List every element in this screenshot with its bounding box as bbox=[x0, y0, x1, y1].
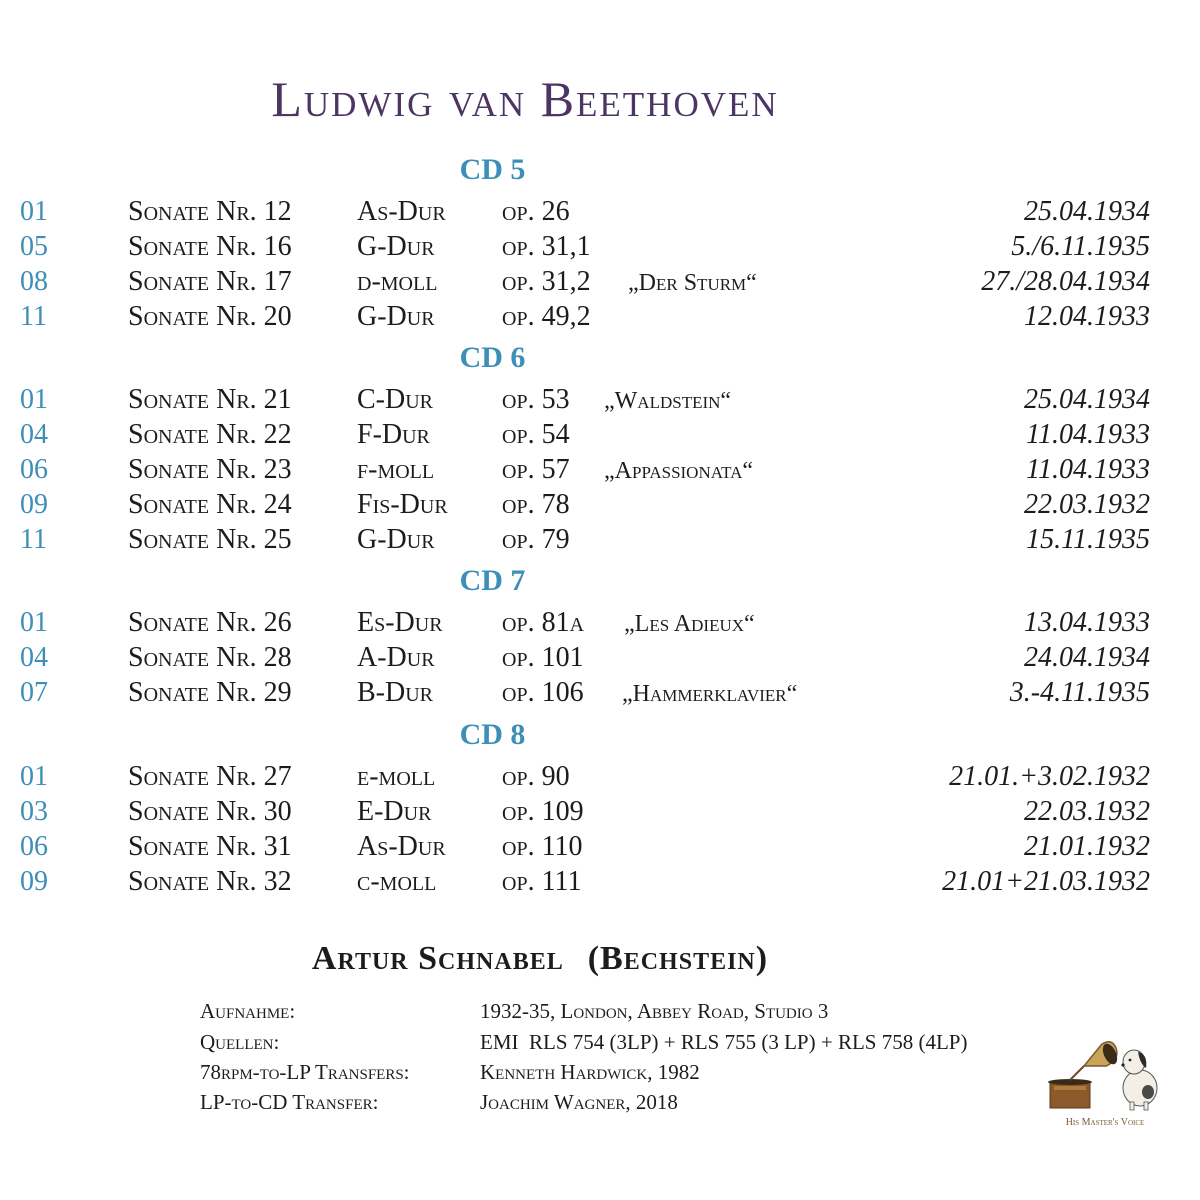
track-number: 06 bbox=[20, 454, 48, 485]
opus-number: op. 31,1 bbox=[502, 231, 591, 262]
credit-row bbox=[200, 1090, 1060, 1120]
track-row bbox=[20, 642, 1160, 676]
recording-date: 27./28.04.1934 bbox=[981, 266, 1150, 297]
sonata-title: Sonate Nr. 30 bbox=[128, 796, 292, 827]
credit-value: 1932-35, London, Abbey Road, Studio 3 bbox=[480, 999, 829, 1023]
track-row bbox=[20, 384, 1160, 418]
cd-heading: CD 8 bbox=[459, 718, 526, 751]
sonata-key: B-Dur bbox=[357, 677, 434, 708]
recording-date: 3.-4.11.1935 bbox=[1009, 677, 1150, 708]
sonata-title: Sonate Nr. 27 bbox=[128, 761, 292, 792]
track-row bbox=[20, 266, 1160, 300]
track-number: 11 bbox=[20, 524, 47, 555]
opus-number: op. 79 bbox=[502, 524, 570, 555]
sonata-key: C-Dur bbox=[357, 384, 434, 415]
track-number: 09 bbox=[20, 489, 48, 520]
track-row bbox=[20, 489, 1160, 523]
sonata-title: Sonate Nr. 26 bbox=[128, 607, 292, 638]
sonata-key: G-Dur bbox=[357, 301, 435, 332]
track-row bbox=[20, 454, 1160, 488]
sonata-nickname: „Les Adieux“ bbox=[624, 611, 755, 637]
recording-date: 21.01.1932 bbox=[1024, 831, 1150, 862]
sonata-key: As-Dur bbox=[357, 831, 446, 862]
sonata-key: F-Dur bbox=[357, 419, 430, 450]
sonata-title: Sonate Nr. 32 bbox=[128, 866, 292, 897]
credit-label: Quellen: bbox=[200, 1030, 280, 1054]
track-row bbox=[20, 831, 1160, 865]
opus-number: op. 78 bbox=[502, 489, 570, 520]
performer-line bbox=[0, 940, 1080, 978]
track-number: 08 bbox=[20, 266, 48, 297]
sonata-title: Sonate Nr. 31 bbox=[128, 831, 292, 862]
recording-date: 25.04.1934 bbox=[1024, 196, 1150, 227]
recording-date: 5./6.11.1935 bbox=[1011, 231, 1150, 262]
sonata-key: d-moll bbox=[357, 266, 438, 297]
opus-number: op. 54 bbox=[502, 419, 570, 450]
opus-number: op. 53 bbox=[502, 384, 570, 415]
credit-label: Aufnahme: bbox=[200, 999, 296, 1023]
track-number: 06 bbox=[20, 831, 48, 862]
sonata-title: Sonate Nr. 17 bbox=[128, 266, 292, 297]
recording-date: 21.01.+3.02.1932 bbox=[949, 761, 1150, 792]
recording-date: 25.04.1934 bbox=[1024, 384, 1150, 415]
track-row bbox=[20, 866, 1160, 900]
opus-number: op. 49,2 bbox=[502, 301, 591, 332]
track-row bbox=[20, 677, 1160, 711]
credit-value: Kenneth Hardwick, 1982 bbox=[480, 1060, 700, 1084]
gramophone-dog-icon bbox=[1040, 1030, 1170, 1116]
track-number: 01 bbox=[20, 384, 48, 415]
sonata-key: A-Dur bbox=[357, 642, 435, 673]
logo-caption: His Master's Voice bbox=[1065, 1117, 1145, 1128]
recording-date: 24.04.1934 bbox=[1024, 642, 1150, 673]
sonata-key: f-moll bbox=[357, 454, 435, 485]
sonata-nickname: „Der Sturm“ bbox=[628, 270, 757, 296]
sonata-title: Sonate Nr. 12 bbox=[128, 196, 292, 227]
opus-number: op. 57 bbox=[502, 454, 570, 485]
track-number: 05 bbox=[20, 231, 48, 262]
track-row bbox=[20, 196, 1160, 230]
opus-number: op. 26 bbox=[502, 196, 570, 227]
track-row bbox=[20, 796, 1160, 830]
sonata-title: Sonate Nr. 21 bbox=[128, 384, 292, 415]
sonata-title: Sonate Nr. 22 bbox=[128, 419, 292, 450]
recording-date: 13.04.1933 bbox=[1024, 607, 1150, 638]
sonata-key: Fis-Dur bbox=[357, 489, 448, 520]
sonata-nickname: „Waldstein“ bbox=[604, 388, 732, 414]
sonata-key: G-Dur bbox=[357, 524, 435, 555]
opus-number: op. 31,2 bbox=[502, 266, 591, 297]
recording-date: 15.11.1935 bbox=[1026, 524, 1150, 555]
recording-date: 11.04.1933 bbox=[1026, 419, 1150, 450]
track-number: 01 bbox=[20, 196, 48, 227]
sonata-key: E-Dur bbox=[357, 796, 432, 827]
credit-value: EMI RLS 754 (3LP) + RLS 755 (3 LP) + RLS 758 (4LP) bbox=[480, 1030, 968, 1054]
opus-number: op. 106 bbox=[502, 677, 584, 708]
recording-date: 11.04.1933 bbox=[1026, 454, 1150, 485]
sonata-title: Sonate Nr. 24 bbox=[128, 489, 292, 520]
sonata-title: Sonate Nr. 23 bbox=[128, 454, 292, 485]
opus-number: op. 90 bbox=[502, 761, 570, 792]
recording-date: 22.03.1932 bbox=[1024, 796, 1150, 827]
credit-value: Joachim Wagner, 2018 bbox=[480, 1090, 678, 1114]
track-number: 11 bbox=[20, 301, 47, 332]
sonata-title: Sonate Nr. 25 bbox=[128, 524, 292, 555]
page-title: Ludwig van Beethoven bbox=[271, 71, 779, 127]
track-number: 01 bbox=[20, 607, 48, 638]
track-number: 04 bbox=[20, 419, 48, 450]
track-number: 07 bbox=[20, 677, 48, 708]
opus-number: op. 110 bbox=[502, 831, 583, 862]
performer-name: Artur Schnabel bbox=[311, 940, 564, 977]
opus-number: op. 109 bbox=[502, 796, 584, 827]
sonata-key: e-moll bbox=[357, 761, 436, 792]
sonata-title: Sonate Nr. 29 bbox=[128, 677, 292, 708]
cd-heading: CD 5 bbox=[459, 153, 526, 186]
cd-heading: CD 7 bbox=[459, 564, 526, 597]
track-row bbox=[20, 301, 1160, 335]
sonata-key: As-Dur bbox=[357, 196, 446, 227]
opus-number: op. 111 bbox=[502, 866, 582, 897]
sonata-title: Sonate Nr. 28 bbox=[128, 642, 292, 673]
sonata-key: c-moll bbox=[357, 866, 437, 897]
credit-label: LP-to-CD Transfer: bbox=[200, 1090, 379, 1114]
recording-date: 21.01+21.03.1932 bbox=[942, 866, 1150, 897]
opus-number: op. 81a bbox=[502, 607, 585, 638]
track-row bbox=[20, 761, 1160, 795]
sonata-key: Es-Dur bbox=[357, 607, 443, 638]
credit-row bbox=[200, 999, 1060, 1029]
track-row bbox=[20, 607, 1160, 641]
performer-instrument: (Bechstein) bbox=[587, 940, 769, 977]
track-row bbox=[20, 231, 1160, 265]
recording-date: 22.03.1932 bbox=[1024, 489, 1150, 520]
track-row bbox=[20, 524, 1160, 558]
track-row bbox=[20, 419, 1160, 453]
opus-number: op. 101 bbox=[502, 642, 584, 673]
credit-label: 78rpm-to-LP Transfers: bbox=[200, 1060, 410, 1084]
sonata-nickname: „Hammerklavier“ bbox=[622, 681, 798, 707]
sonata-key: G-Dur bbox=[357, 231, 435, 262]
track-number: 01 bbox=[20, 761, 48, 792]
sonata-title: Sonate Nr. 20 bbox=[128, 301, 292, 332]
his-masters-voice-logo bbox=[1040, 1030, 1170, 1130]
credit-row bbox=[200, 1060, 1060, 1090]
credit-row bbox=[200, 1030, 1060, 1060]
cd-heading: CD 6 bbox=[459, 341, 526, 374]
sonata-title: Sonate Nr. 16 bbox=[128, 231, 292, 262]
track-number: 03 bbox=[20, 796, 48, 827]
track-number: 04 bbox=[20, 642, 48, 673]
recording-date: 12.04.1933 bbox=[1024, 301, 1150, 332]
track-number: 09 bbox=[20, 866, 48, 897]
sonata-nickname: „Appassionata“ bbox=[604, 458, 754, 484]
